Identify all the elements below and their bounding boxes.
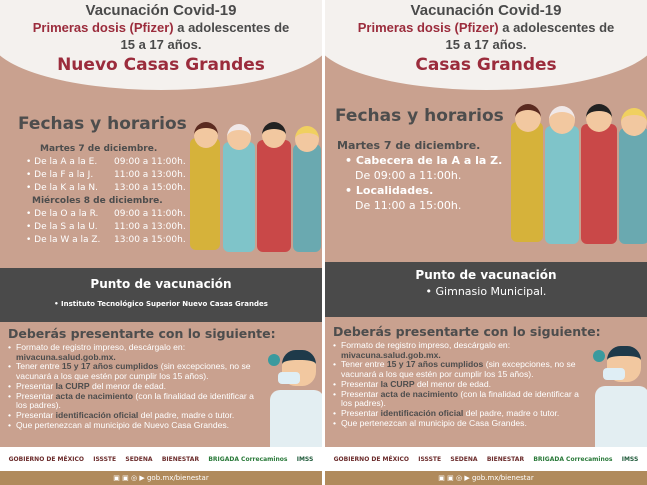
institution-logos [0,447,322,471]
requirements-list [8,343,264,430]
letters: • De la W a la Z. [26,235,101,245]
day-label: Martes 7 de diciembre. [337,139,481,152]
req-bold: identificación oficial [380,407,464,418]
teen-boy-head [586,104,612,132]
teen-boy-head [262,122,286,148]
poster-nuevo-casas-grandes [0,0,322,485]
logo-gobierno: GOBIERNO DE MÉXICO [8,455,84,463]
time: 13:00 a 15:00h. [114,183,186,193]
time: 09:00 a 11:00h. [114,157,186,167]
vaccination-point-band [0,268,322,322]
letters: • De la K a la N. [26,183,98,193]
subtitle-ages: 15 a 17 años. [120,37,202,52]
band-title: Punto de vacunación [90,277,232,291]
subtitle-rest: a adolescentes de [498,20,615,35]
schedule-item-label: Cabecera de la A a la Z. [355,154,503,167]
poster-header [0,0,322,90]
poster-header [325,0,647,90]
req-bold: la CURP [380,378,415,389]
time: 09:00 a 11:00h. [114,209,186,219]
logo-bienestar: BIENESTAR [161,455,200,463]
req-text: Formato de registro impreso, descárgalo en: [16,342,186,352]
logo-correcaminos: BRIGADA Correcaminos [208,455,288,463]
subtitle-ages: 15 a 17 años. [445,37,527,52]
teen-boy-cap-head [227,124,251,150]
instagram-icon[interactable]: ◎ [131,474,138,482]
logo-imss: IMSS [621,455,639,463]
req-text: Tener entre [341,359,387,370]
req-text: del menor de edad. [414,378,492,389]
schedule-row [26,169,186,182]
doctor-mask [278,372,300,384]
req-text: Presentar [341,378,381,389]
req-text: Presentar [16,390,56,401]
req-bold: mivacuna.salud.gob.mx. [341,349,441,360]
logo-correcaminos: BRIGADA Correcaminos [533,455,613,463]
section-title: Fechas y horarios [18,114,187,134]
requirement-item [8,362,264,381]
city-name: Casas Grandes [415,55,557,75]
req-text: Presentar [341,388,381,399]
logo-bienestar: BIENESTAR [486,455,525,463]
logo-imss: IMSS [296,455,314,463]
letters: • De la F a la J. [26,170,94,180]
vaccination-location: • Gimnasio Municipal. [425,285,547,298]
requirement-item [8,392,264,411]
schedule-time: De 11:00 a 15:00h. [355,199,462,212]
teen-boy-cap-body [545,126,579,244]
poster-casas-grandes [325,0,647,485]
title: Vacunación Covid-19 [85,2,237,19]
footer [325,471,647,485]
teen-blonde-body [293,144,321,252]
teen-blonde-head [621,108,647,136]
requirement-item: • Que pertenezcan al municipio de Nuevo Casa Grandes. [8,421,264,431]
logo-issste: ISSSTE [418,455,442,463]
teen-blonde-body [619,128,647,244]
doctor-mask [603,368,625,380]
doctor-coat [595,386,647,448]
schedule-row [26,221,186,234]
schedule-row [26,182,186,195]
logo-issste: ISSSTE [93,455,117,463]
req-bold: 15 y 17 años cumplidos [61,361,159,372]
schedule-item-label: Localidades. [355,184,434,197]
time: 11:00 a 13:00h. [114,170,186,180]
teen-blonde-head [295,126,319,152]
schedule [337,138,502,213]
facebook-icon[interactable]: ▣ [438,474,445,482]
subtitle [325,19,647,53]
letters: • De la A a la E. [26,157,98,167]
vaccination-location: • Instituto Tecnológico Superior Nuevo Casas Grandes [54,300,268,308]
schedule-row [26,156,186,169]
schedule-row [26,208,186,221]
band-title: Punto de vacunación [415,268,557,282]
letters: • De la O a la R. [26,209,99,219]
req-text: Tener entre [16,361,62,372]
logo-gobierno: GOBIERNO DE MÉXICO [333,455,409,463]
schedule-time: De 09:00 a 11:00h. [355,169,462,182]
req-text: Presentar [341,407,381,418]
req-text: del padre, madre o tutor. [138,409,235,420]
requirement-item [333,341,589,360]
day-label: Martes 7 de diciembre. [40,144,158,154]
instagram-icon[interactable]: ◎ [456,474,463,482]
req-bold: acta de nacimiento [380,388,459,399]
teen-boy-cap-body [223,142,255,252]
time: 11:00 a 13:00h. [114,222,186,232]
footer [0,471,322,485]
logo-sedena: SEDENA [450,455,478,463]
footer-url[interactable]: gob.mx/bienestar [146,474,209,482]
req-text: (sin excepciones, no se vacunará a los que estén por cumplir los 15 años). [341,359,576,380]
subtitle [0,19,322,53]
requirements-list [333,341,589,428]
twitter-icon[interactable]: ▣ [122,474,129,482]
requirement-item [333,390,589,409]
institution-logos [325,447,647,471]
footer-url[interactable]: gob.mx/bienestar [471,474,534,482]
req-text: Formato de registro impreso, descárgalo en: [341,340,511,350]
youtube-icon[interactable]: ▶ [464,474,470,482]
doctor-coat [270,390,322,450]
doctor-illustration [268,350,322,447]
schedule-item: • Cabecera de la A a la Z. [345,154,503,167]
teen-boy-cap-head [549,106,575,134]
req-text: del menor de edad. [89,380,167,391]
section-title: Fechas y horarios [335,106,504,126]
subtitle-highlight: Primeras dosis (Pfizer) [32,20,174,35]
youtube-icon[interactable]: ▶ [139,474,145,482]
req-text: (sin excepciones, no se vacunará a los que estén por cumplir los 15 años). [16,361,251,382]
city-name: Nuevo Casas Grandes [57,55,265,75]
twitter-icon[interactable]: ▣ [447,474,454,482]
req-text: Presentar [16,409,56,420]
req-bold: identificación oficial [55,409,139,420]
day-label: Miércoles 8 de diciembre. [32,196,163,206]
requirements-title: Deberás presentarte con lo siguiente: [8,326,276,341]
title: Vacunación Covid-19 [410,2,562,19]
teen-girl-body [511,122,543,242]
letters: • De la S a la U. [26,222,98,232]
logo-sedena: SEDENA [125,455,153,463]
req-text: (con la finalidad de identificar a los padres). [16,390,254,411]
subtitle-rest: a adolescentes de [173,20,290,35]
req-text: (con la finalidad de identificar a los padres). [341,388,579,409]
schedule-item: • Localidades. [345,184,434,197]
teen-girl-body [190,138,220,250]
req-bold: la CURP [55,380,90,391]
req-text: del padre, madre o tutor. [463,407,560,418]
schedule-row [26,234,186,247]
time: 13:00 a 15:00h. [114,235,186,245]
social-icons [113,474,144,482]
doctor-glove [268,354,280,366]
req-bold: mivacuna.salud.gob.mx. [16,351,116,362]
teen-boy-body [581,124,617,244]
teen-girl-head [515,104,541,132]
vaccination-point-band [325,262,647,317]
teen-girl-head [194,122,218,148]
requirement-item: • Que pertenezcan al municipio de Casa Grandes. [333,419,589,429]
requirements-title: Deberás presentarte con lo siguiente: [333,324,601,339]
req-bold: acta de nacimiento [55,390,134,401]
doctor-glove [593,350,605,362]
schedule [26,143,186,247]
requirement-item [8,343,264,362]
facebook-icon[interactable]: ▣ [113,474,120,482]
social-icons [438,474,469,482]
req-text: Presentar [16,380,56,391]
teen-boy-body [257,140,291,252]
requirement-item [333,360,589,379]
subtitle-highlight: Primeras dosis (Pfizer) [357,20,499,35]
req-bold: 15 y 17 años cumplidos [386,359,484,370]
doctor-illustration [593,346,647,447]
